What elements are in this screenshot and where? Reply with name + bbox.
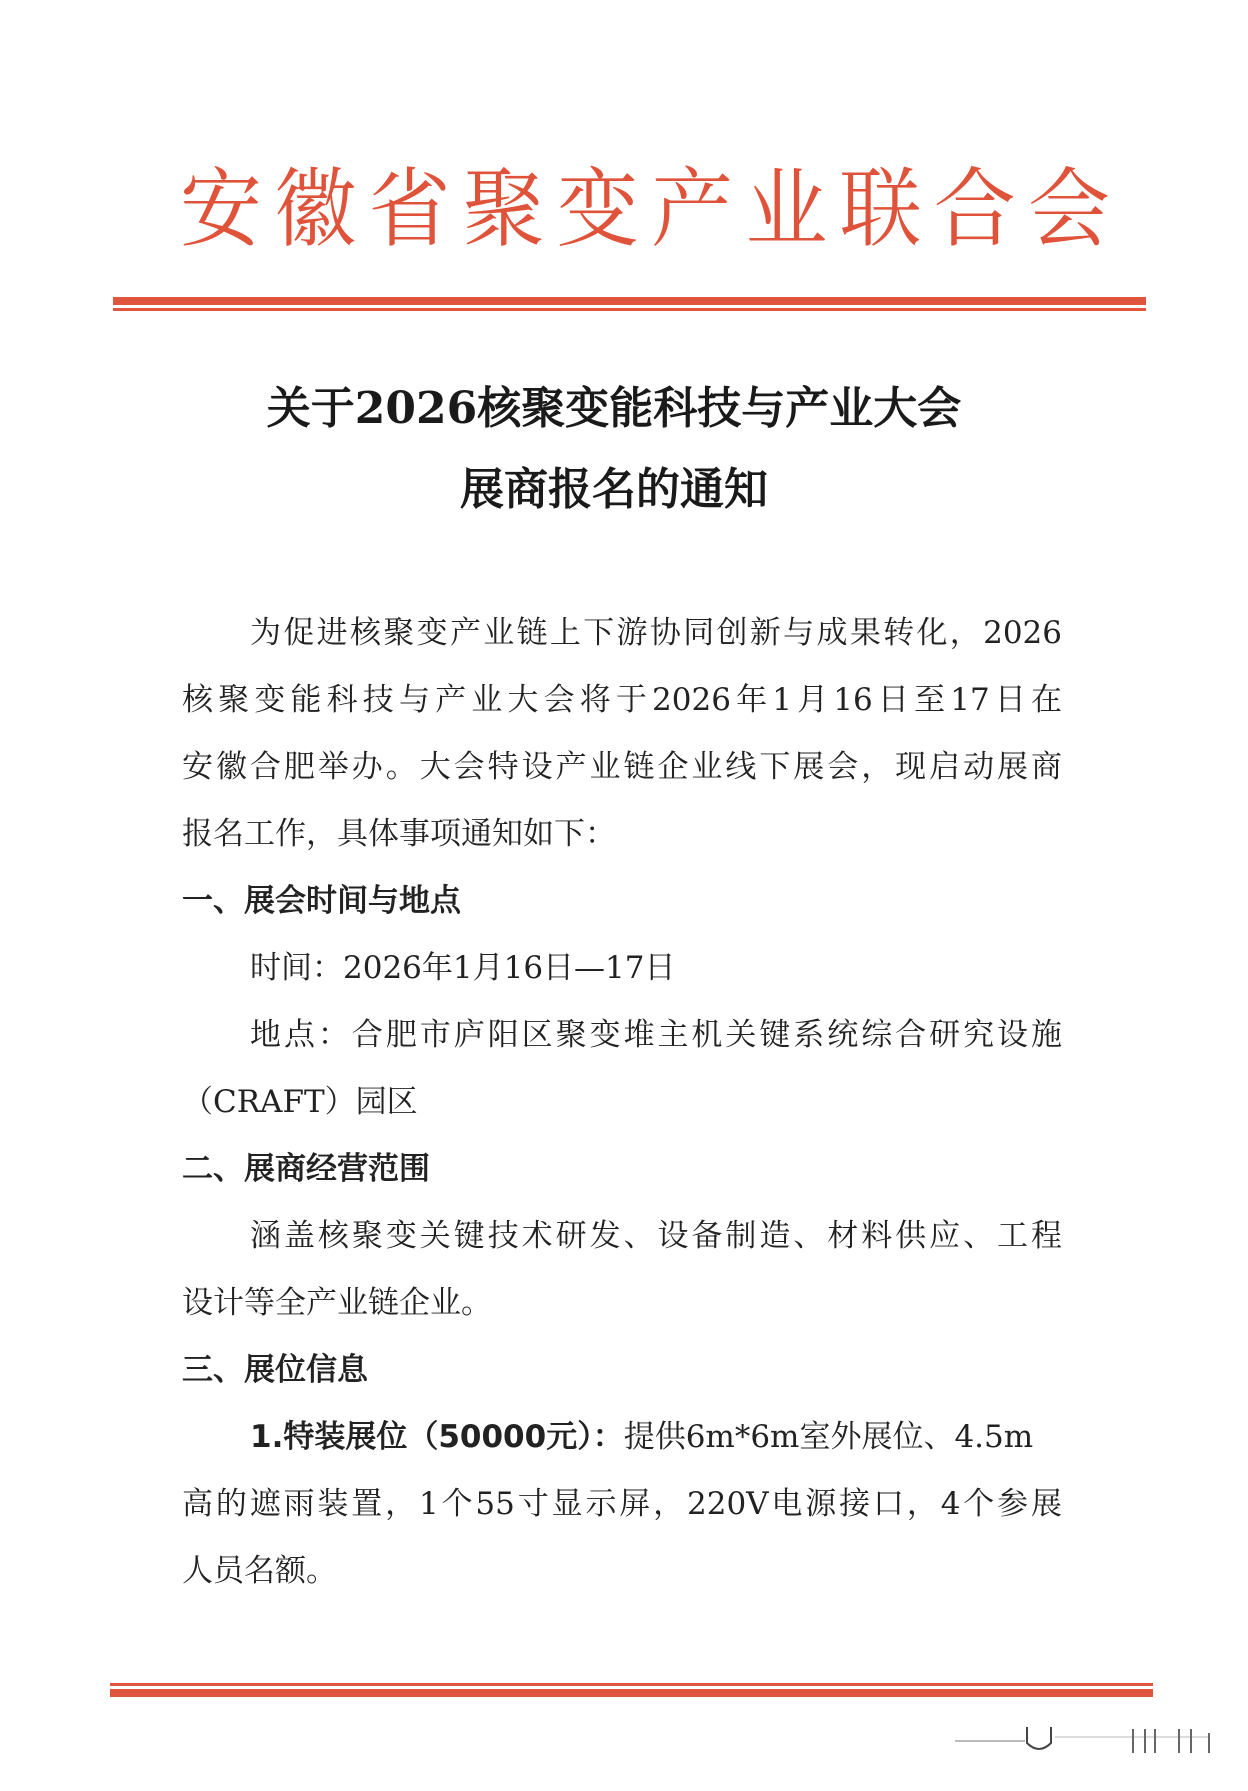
event-place-cont: （CRAFT）园区	[182, 1084, 418, 1120]
paragraph-line: 安徽合肥举办。大会特设产业链企业线下展会，现启动展商	[182, 749, 1062, 785]
letterhead-organization: 安徽省聚变产业联合会	[180, 159, 1110, 260]
paragraph-line: 人员名额。	[182, 1553, 337, 1589]
paragraph-line: 核聚变能科技与产业大会将于2026年1月16日至17日在	[182, 682, 1062, 718]
booth-item-1	[182, 1404, 1062, 1471]
paragraph-line: 高的遮雨装置，1个55寸显示屏，220V电源接口，4个参展	[182, 1486, 1062, 1522]
paragraph-line: 为促进核聚变产业链上下游协同创新与成果转化，2026	[250, 615, 1062, 651]
watermark-icon	[955, 1725, 1215, 1755]
document-title-line2: 展商报名的通知	[460, 464, 768, 515]
event-time: 时间：2026年1月16日—17日	[250, 950, 676, 986]
document-title-line1: 关于2026核聚变能科技与产业大会	[266, 383, 962, 434]
section-heading: 一、展会时间与地点	[182, 883, 461, 919]
section-heading: 三、展位信息	[182, 1352, 368, 1388]
paragraph-line: 涵盖核聚变关键技术研发、设备制造、材料供应、工程	[250, 1218, 1062, 1254]
paragraph-line: 报名工作，具体事项通知如下：	[182, 816, 616, 852]
booth-item-text: 提供6m*6m室外展位、4.5m	[623, 1419, 1034, 1455]
footer-divider	[110, 1683, 1153, 1697]
event-place: 地点：合肥市庐阳区聚变堆主机关键系统综合研究设施	[250, 1017, 1062, 1053]
document-body	[182, 600, 1062, 1605]
letterhead-divider	[113, 297, 1146, 311]
section-heading: 二、展商经营范围	[182, 1151, 430, 1187]
booth-item-label: 1.特装展位（50000元）：	[250, 1419, 624, 1455]
paragraph-line: 设计等全产业链企业。	[182, 1285, 492, 1321]
